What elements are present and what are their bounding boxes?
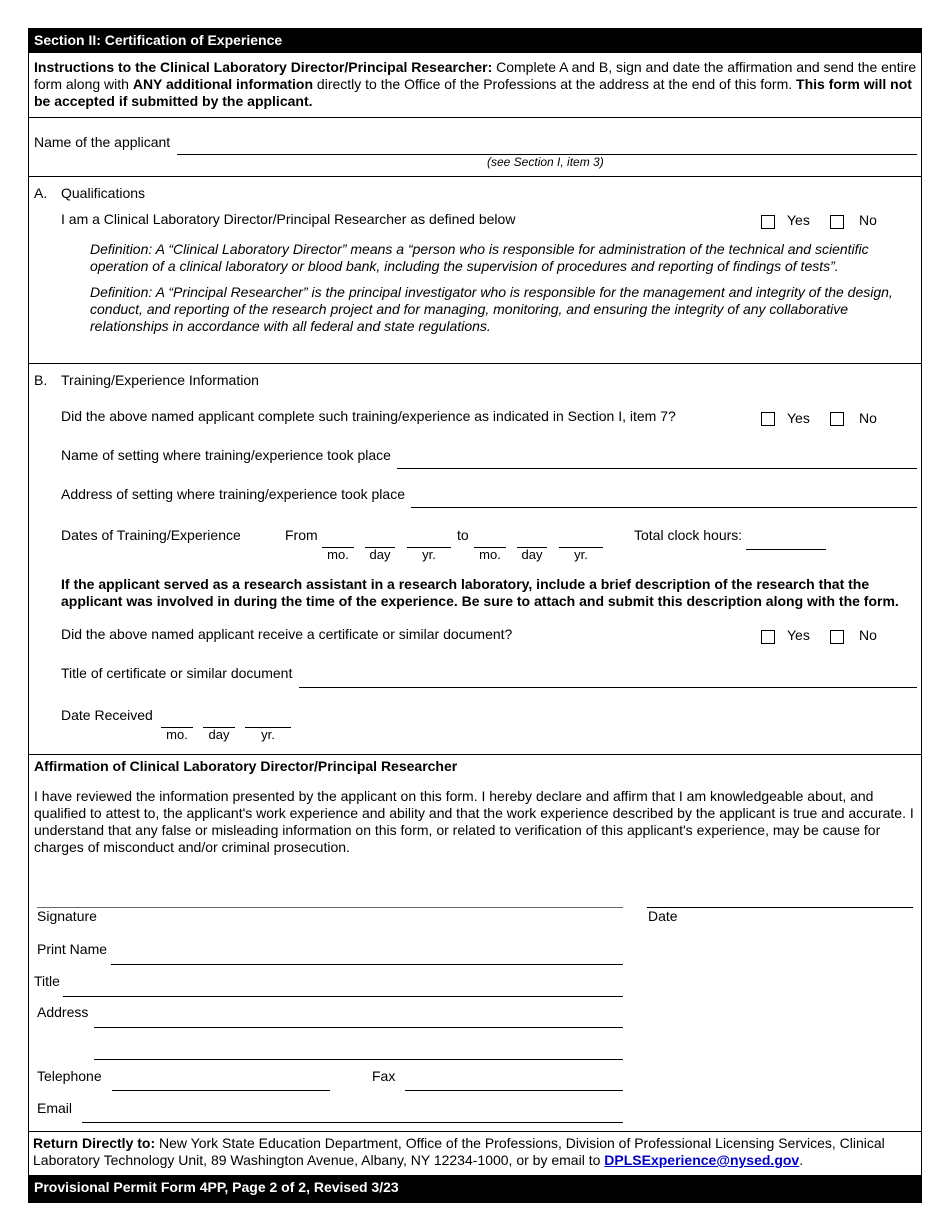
setting-name-input[interactable] [397, 450, 915, 468]
setting-name-label: Name of setting where training/experience took place [61, 447, 391, 463]
address-label: Address [37, 1004, 89, 1020]
dates-label: Dates of Training/Experience [61, 527, 241, 543]
title-line [63, 996, 623, 997]
instructions-any-info: ANY additional information [132, 76, 314, 92]
title-label: Title [34, 973, 60, 989]
training-no-checkbox[interactable] [830, 412, 844, 426]
total-hours-input[interactable] [746, 531, 824, 549]
section-a-title: Qualifications [61, 185, 146, 201]
training-yes-checkbox[interactable] [761, 412, 775, 426]
received-year-caption: yr. [261, 727, 275, 742]
to-label: to [457, 527, 469, 543]
certificate-yes-label: Yes [787, 627, 810, 643]
divider [28, 754, 922, 755]
applicant-name-label: Name of the applicant [34, 134, 171, 150]
to-day-caption: day [521, 547, 543, 562]
from-month-caption: mo. [327, 547, 349, 562]
address-line-2 [94, 1059, 623, 1060]
fax-line [405, 1090, 623, 1091]
divider [28, 1131, 922, 1132]
section-a-no-checkbox[interactable] [830, 215, 844, 229]
total-hours-line [746, 549, 826, 550]
address-input-line2[interactable] [94, 1041, 621, 1059]
print-name-input[interactable] [111, 946, 621, 964]
to-month-caption: mo. [479, 547, 501, 562]
to-year-caption: yr. [574, 547, 588, 562]
fax-input[interactable] [405, 1072, 621, 1090]
return-directions [33, 1135, 919, 1169]
date-line[interactable] [647, 907, 913, 908]
applicant-name-input[interactable] [177, 136, 915, 154]
affirmation-title: Affirmation of Clinical Laboratory Director/Principal Researcher [34, 758, 458, 774]
print-name-line [111, 964, 623, 965]
certificate-no-label: No [859, 627, 877, 643]
section-a-yes-label: Yes [787, 212, 810, 228]
section-a-letter: A. [34, 185, 48, 201]
form-footer: Provisional Permit Form 4PP, Page 2 of 2, Revised 3/23 [28, 1175, 922, 1203]
research-note: If the applicant served as a research assistant in a research laboratory, include a brief description of the research that the applicant was involved in during the time of the experience. Be sure to attach and submit this description along with the form. [61, 576, 899, 609]
setting-address-input[interactable] [411, 489, 915, 507]
divider [28, 117, 922, 118]
telephone-label: Telephone [37, 1068, 102, 1084]
email-label: Email [37, 1100, 73, 1116]
from-label: From [285, 527, 318, 543]
setting-name-line [397, 468, 917, 469]
certificate-title-line [299, 687, 917, 688]
instructions [34, 59, 918, 110]
section-b-title: Training/Experience Information [61, 372, 259, 388]
divider [28, 363, 922, 364]
definition-clinical-director: Definition: A “Clinical Laboratory Director” means a “person who is responsible for administration of the technical and scientific operation of a clinical laboratory or blood bank, including the supervision of procedures and reporting of findings of tests”. [90, 241, 869, 274]
signature-line[interactable] [37, 907, 623, 908]
return-end: . [799, 1152, 804, 1168]
training-no-label: No [859, 410, 877, 426]
received-month-caption: mo. [166, 727, 188, 742]
certificate-title-label: Title of certificate or similar document [61, 665, 293, 681]
from-day-caption: day [369, 547, 391, 562]
certificate-yes-checkbox[interactable] [761, 630, 775, 644]
section-b-question-training: Did the above named applicant complete such training/experience as indicated in Section I, item 7? [61, 408, 676, 424]
signature-label: Signature [37, 908, 97, 924]
return-lead: Return Directly to: [33, 1135, 156, 1151]
section-a-yes-checkbox[interactable] [761, 215, 775, 229]
return-address: New York State Education Department, Office of the Professions, Division of Professional Licensing Services, Clinical Laboratory Technology Unit, 89 Washington Avenue, Albany, NY 12234-1000, or by email to [33, 1135, 885, 1168]
telephone-input[interactable] [112, 1072, 328, 1090]
date-label: Date [648, 908, 678, 924]
email-line [82, 1122, 623, 1123]
from-year-caption: yr. [422, 547, 436, 562]
applicant-name-hint: (see Section I, item 3) [487, 155, 604, 169]
print-name-label: Print Name [37, 941, 108, 957]
address-line-1 [94, 1027, 623, 1028]
instructions-part1: Complete A and B, sign and date the affirmation and send the entire form along with [34, 59, 917, 92]
section-b-question-certificate: Did the above named applicant receive a certificate or similar document? [61, 626, 513, 642]
title-input[interactable] [63, 978, 621, 996]
instructions-warning: This form will not be accepted if submitted by the applicant. [34, 76, 912, 109]
instructions-lead: Instructions to the Clinical Laboratory Director/Principal Researcher: [34, 59, 493, 75]
email-input[interactable] [82, 1104, 621, 1122]
return-email-link[interactable]: DPLSExperience@nysed.gov [604, 1152, 800, 1168]
certificate-no-checkbox[interactable] [830, 630, 844, 644]
section-b-letter: B. [34, 372, 48, 388]
setting-address-line [411, 507, 917, 508]
setting-address-label: Address of setting where training/experience took place [61, 486, 405, 502]
total-hours-label: Total clock hours: [634, 527, 743, 543]
date-received-label: Date Received [61, 707, 153, 723]
affirmation-text: I have reviewed the information presented by the applicant on this form. I hereby declare and affirm that I am knowledgeable about, and qualified to attest to, the applicant's work experience and ability and that the work experience described by the applicant is true and accurate. I understand that any false or misleading information on this form, or related to verification of this applicant's experience, may be cause for charges of misconduct and/or criminal prosecution. [34, 788, 914, 855]
certificate-title-input[interactable] [299, 669, 915, 687]
section-header: Section II: Certification of Experience [28, 28, 922, 53]
training-yes-label: Yes [787, 410, 810, 426]
section-a-no-label: No [859, 212, 877, 228]
address-input-line1[interactable] [94, 1009, 621, 1027]
instructions-part2: directly to the Office of the Professions at the address at the end of this form. [313, 76, 797, 92]
received-day-caption: day [208, 727, 230, 742]
section-a-question: I am a Clinical Laboratory Director/Principal Researcher as defined below [61, 211, 516, 227]
telephone-line [112, 1090, 330, 1091]
divider [28, 176, 922, 177]
definition-principal-researcher: Definition: A “Principal Researcher” is the principal investigator who is responsible for the management and integrity of the design, conduct, and reporting of the research project and for managing, monitoring, and ensuring the integrity of any collaborative relationships in accordance with all federal and state regulations. [90, 284, 893, 334]
fax-label: Fax [372, 1068, 396, 1084]
